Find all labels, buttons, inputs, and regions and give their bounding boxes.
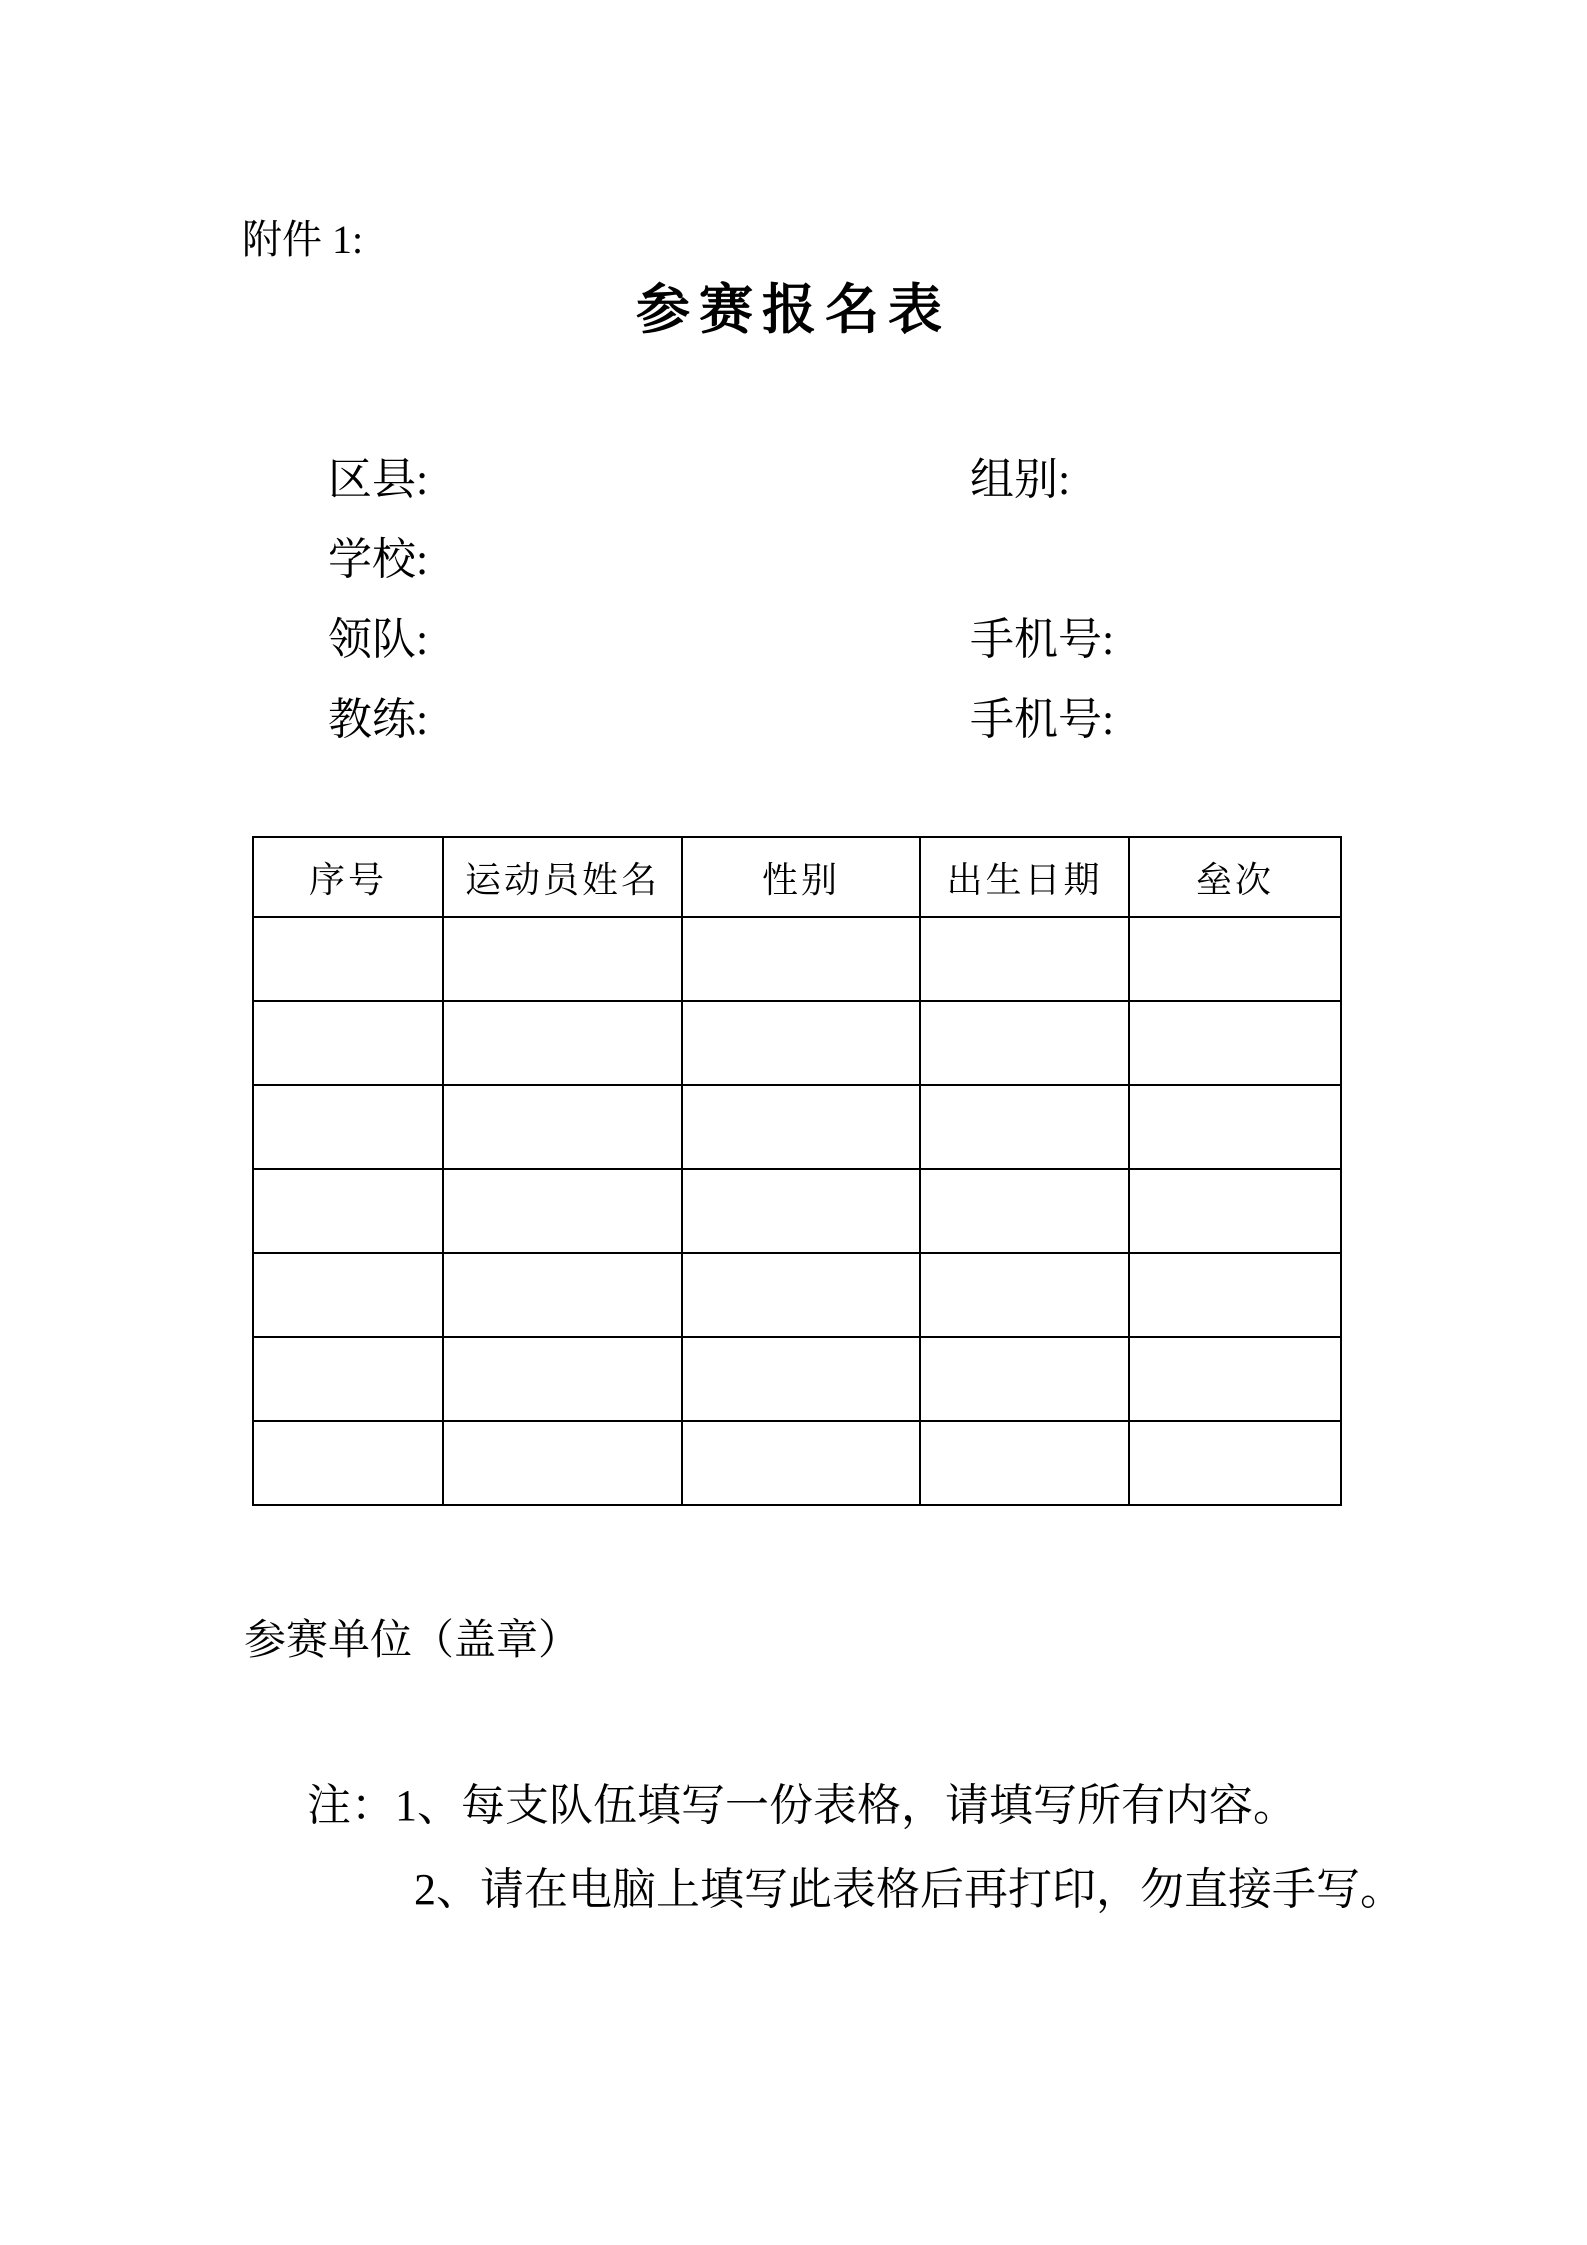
roster-empty-cell[interactable] xyxy=(443,1169,682,1253)
roster-empty-cell[interactable] xyxy=(1129,1001,1341,1085)
group-label: 组别: xyxy=(970,455,1071,504)
attachment-label: 附件 1: xyxy=(242,217,364,262)
col-header-gender: 性别 xyxy=(682,837,920,917)
roster-empty-cell[interactable] xyxy=(682,1169,920,1253)
roster-empty-cell[interactable] xyxy=(253,1169,443,1253)
coach-label: 教练: xyxy=(328,695,429,744)
roster-empty-cell[interactable] xyxy=(443,1253,682,1337)
group-value[interactable] xyxy=(1130,456,1450,512)
roster-empty-cell[interactable] xyxy=(920,1337,1129,1421)
roster-empty-row xyxy=(253,1253,1341,1337)
roster-empty-cell[interactable] xyxy=(920,1169,1129,1253)
leader-phone-label: 手机号: xyxy=(970,615,1115,664)
roster-table xyxy=(252,836,1342,1506)
roster-empty-cell[interactable] xyxy=(682,1421,920,1505)
roster-empty-cell[interactable] xyxy=(443,1421,682,1505)
roster-empty-row xyxy=(253,917,1341,1001)
roster-empty-cell[interactable] xyxy=(1129,1169,1341,1253)
school-value[interactable] xyxy=(520,536,840,592)
roster-empty-cell[interactable] xyxy=(253,917,443,1001)
roster-empty-cell[interactable] xyxy=(443,1337,682,1421)
roster-empty-cell[interactable] xyxy=(1129,1253,1341,1337)
col-header-athlete-name: 运动员姓名 xyxy=(443,837,682,917)
roster-empty-cell[interactable] xyxy=(1129,917,1341,1001)
district-value[interactable] xyxy=(520,456,840,512)
coach-phone-value[interactable] xyxy=(1130,696,1450,752)
roster-empty-row xyxy=(253,1169,1341,1253)
roster-empty-row xyxy=(253,1421,1341,1505)
roster-empty-cell[interactable] xyxy=(253,1001,443,1085)
roster-empty-cell[interactable] xyxy=(682,1085,920,1169)
col-header-base-position: 垒次 xyxy=(1129,837,1341,917)
col-header-birth-date: 出生日期 xyxy=(920,837,1129,917)
team-leader-label: 领队: xyxy=(328,615,429,664)
roster-empty-cell[interactable] xyxy=(682,1253,920,1337)
school-label: 学校: xyxy=(328,535,429,584)
roster-empty-cell[interactable] xyxy=(920,917,1129,1001)
roster-empty-row xyxy=(253,1085,1341,1169)
roster-empty-cell[interactable] xyxy=(443,1085,682,1169)
roster-empty-cell[interactable] xyxy=(920,1421,1129,1505)
col-header-number: 序号 xyxy=(253,837,443,917)
note-line-1: 注：1、每支队伍填写一份表格，请填写所有内容。 xyxy=(307,1781,1297,1830)
roster-empty-cell[interactable] xyxy=(920,1001,1129,1085)
roster-empty-cell[interactable] xyxy=(253,1253,443,1337)
participating-unit-stamp-label: 参赛单位（盖章） xyxy=(244,1618,581,1664)
roster-empty-cell[interactable] xyxy=(1129,1421,1341,1505)
roster-empty-cell[interactable] xyxy=(443,1001,682,1085)
roster-empty-cell[interactable] xyxy=(1129,1085,1341,1169)
roster-empty-cell[interactable] xyxy=(253,1421,443,1505)
roster-empty-cell[interactable] xyxy=(253,1085,443,1169)
coach-phone-label: 手机号: xyxy=(970,695,1115,744)
page-title: 参赛报名表 xyxy=(636,280,951,340)
team-leader-value[interactable] xyxy=(520,616,840,672)
roster-empty-cell[interactable] xyxy=(682,1337,920,1421)
roster-empty-cell[interactable] xyxy=(1129,1337,1341,1421)
note-line-2: 2、请在电脑上填写此表格后再打印，勿直接手写。 xyxy=(414,1865,1404,1914)
roster-empty-cell[interactable] xyxy=(682,917,920,1001)
roster-empty-row xyxy=(253,1001,1341,1085)
roster-empty-cell[interactable] xyxy=(253,1337,443,1421)
roster-empty-cell[interactable] xyxy=(682,1001,920,1085)
roster-empty-cell[interactable] xyxy=(920,1253,1129,1337)
roster-empty-row xyxy=(253,1337,1341,1421)
roster-header-row xyxy=(253,837,1341,917)
leader-phone-value[interactable] xyxy=(1130,616,1450,672)
district-label: 区县: xyxy=(328,455,429,504)
roster-empty-cell[interactable] xyxy=(443,917,682,1001)
roster-empty-cell[interactable] xyxy=(920,1085,1129,1169)
coach-value[interactable] xyxy=(520,696,840,752)
